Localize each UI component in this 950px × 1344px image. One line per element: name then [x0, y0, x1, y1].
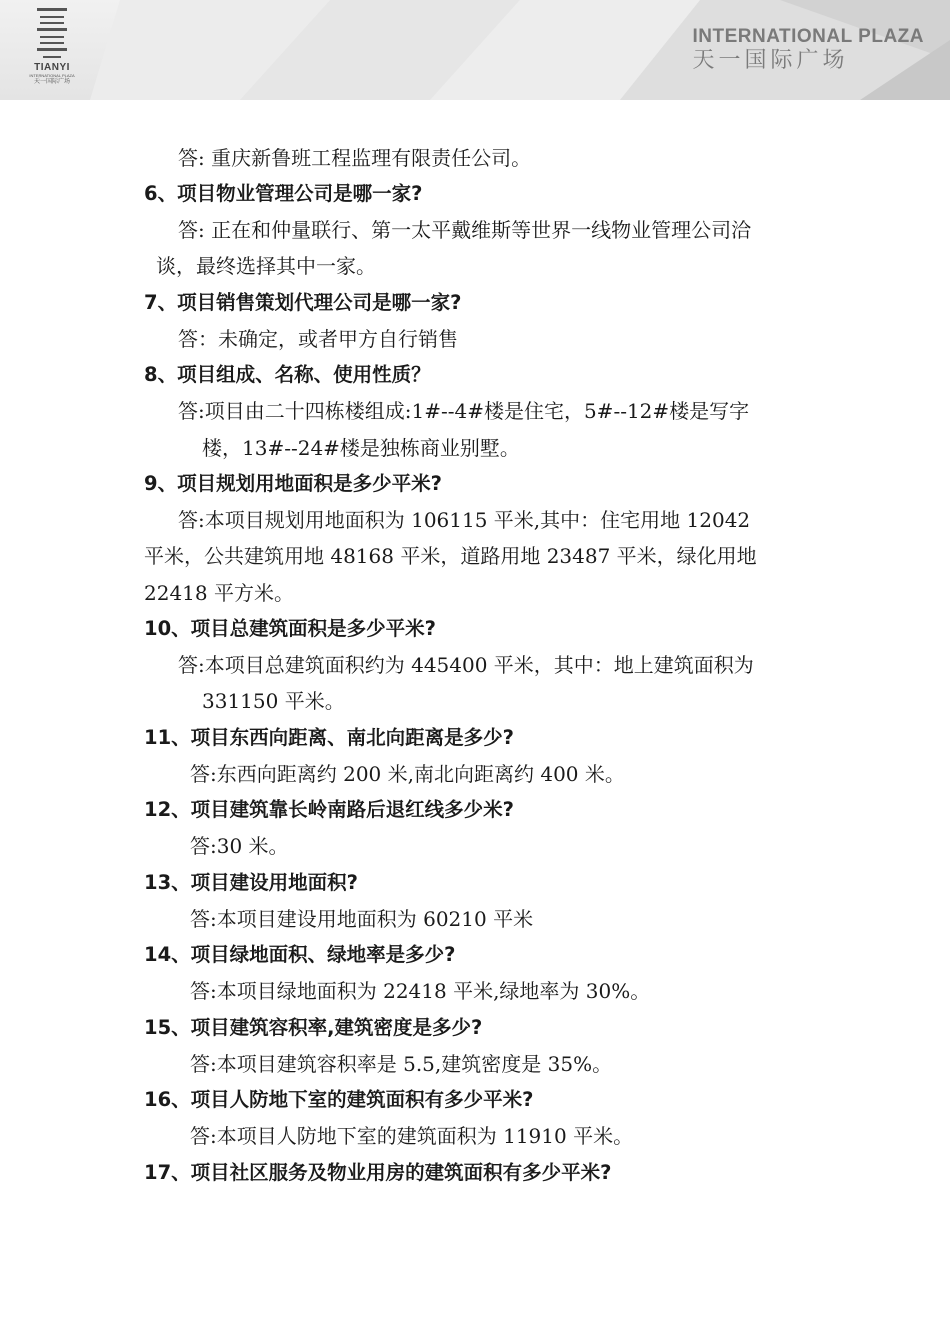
- answer-line: 答:30 米。: [190, 834, 289, 858]
- question-line: 11、项目东西向距离、南北向距离是多少?: [144, 726, 514, 749]
- answer-line: 答:本项目总建筑面积约为 445400 平米，其中：地上建筑面积为: [178, 653, 754, 677]
- question-line: 9、项目规划用地面积是多少平米?: [144, 472, 442, 495]
- answer-line: 答: 重庆新鲁班工程监理有限责任公司。: [178, 146, 532, 170]
- question-line: 10、项目总建筑面积是多少平米?: [144, 617, 436, 640]
- question-line: 8、项目组成、名称、使用性质？: [144, 363, 431, 386]
- answer-line: 答：未确定，或者甲方自行销售: [178, 327, 458, 351]
- question-line: 16、项目人防地下室的建筑面积有多少平米?: [144, 1088, 534, 1111]
- answer-line: 谈，最终选择其中一家。: [156, 254, 376, 278]
- answer-line: 答:本项目建筑容积率是 5.5,建筑密度是 35%。: [190, 1052, 613, 1076]
- question-line: 14、项目绿地面积、绿地率是多少?: [144, 943, 456, 966]
- answer-line: 答:本项目规划用地面积为 106115 平米,其中：住宅用地 12042: [178, 508, 751, 532]
- logo-cn-text: 天一国际广场: [33, 79, 70, 85]
- question-line: 6、项目物业管理公司是哪一家?: [144, 182, 423, 205]
- answer-line: 楼，13#--24#楼是独栋商业别墅。: [202, 436, 520, 460]
- logo-english-title: INTERNATIONAL PLAZA: [692, 26, 924, 47]
- international-plaza-logo: [692, 26, 924, 72]
- question-line: 12、项目建筑靠长岭南路后退红线多少米?: [144, 798, 514, 821]
- answer-line: 331150 平米。: [202, 689, 345, 713]
- logo-sub-text: INTERNATIONAL PLAZA: [29, 73, 75, 78]
- logo-brand-text: TIANYI: [34, 62, 70, 73]
- answer-line: 平米，公共建筑用地 48168 平米，道路用地 23487 平米，绿化用地: [144, 544, 757, 568]
- answer-line: 答:本项目建设用地面积为 60210 平米: [190, 907, 534, 931]
- question-line: 17、项目社区服务及物业用房的建筑面积有多少平米?: [144, 1161, 612, 1184]
- question-line: 13、项目建设用地面积?: [144, 871, 358, 894]
- tianyi-emblem-icon: [35, 6, 69, 62]
- answer-line: 答:本项目绿地面积为 22418 平米,绿地率为 30%。: [190, 979, 651, 1003]
- logo-chinese-title: 天一国际广场: [692, 47, 849, 72]
- answer-line: 答:项目由二十四栋楼组成:1#--4#楼是住宅，5#--12#楼是写字: [178, 399, 750, 423]
- answer-line: 答:本项目人防地下室的建筑面积为 11910 平米。: [190, 1124, 634, 1148]
- tianyi-logo: [22, 6, 82, 94]
- question-line: 7、项目销售策划代理公司是哪一家?: [144, 291, 462, 314]
- answer-line: 22418 平方米。: [144, 581, 294, 605]
- page-header: [0, 0, 950, 100]
- answer-line: 答: 正在和仲量联行、第一太平戴维斯等世界一线物业管理公司洽: [178, 218, 752, 242]
- answer-line: 答:东西向距离约 200 米,南北向距离约 400 米。: [190, 762, 625, 786]
- question-line: 15、项目建筑容积率,建筑密度是多少?: [144, 1016, 483, 1039]
